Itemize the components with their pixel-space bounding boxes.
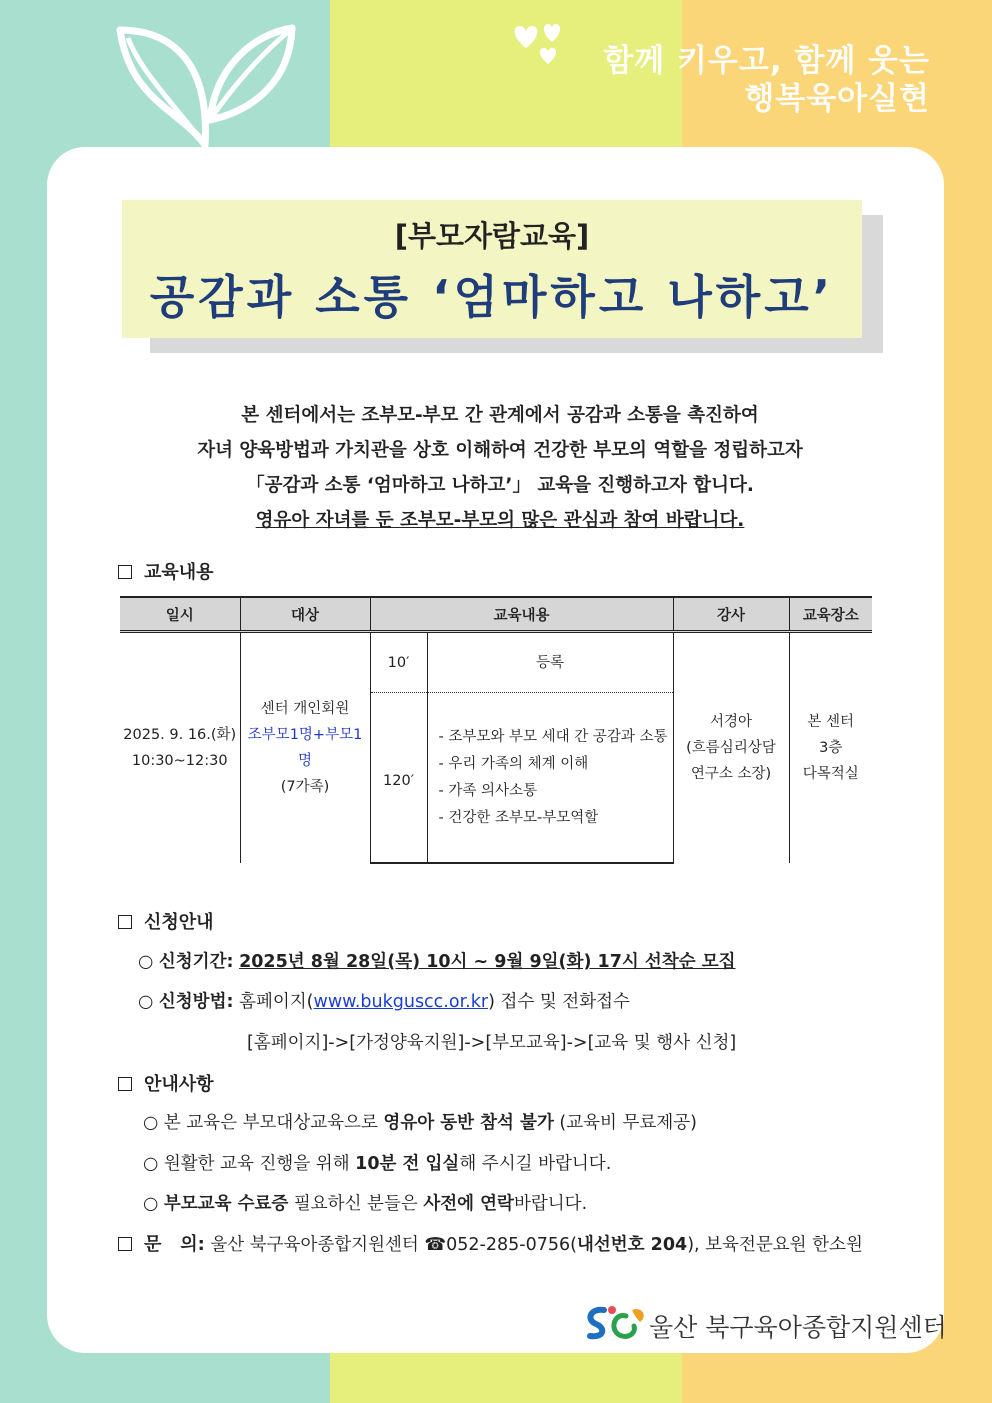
education-table bbox=[120, 596, 872, 864]
intro-line2: 자녀 양육방법과 가치관을 상호 이해하여 건강한 부모의 역할을 정립하고자 bbox=[197, 440, 803, 461]
apply-method-post: ) 접수 및 전화접수 bbox=[488, 992, 630, 1012]
checkbox-square-icon bbox=[118, 565, 132, 579]
contact-line bbox=[118, 1230, 863, 1256]
list-item: - 가족 의사소통 bbox=[438, 782, 537, 799]
contact-text: 울산 북구육아종합지원센터 ☎052-285-0756( bbox=[210, 1235, 577, 1255]
header-target: 대상 bbox=[240, 597, 370, 632]
section-notice bbox=[118, 1070, 214, 1096]
date-text: 2025. 9. 16.(화) bbox=[123, 726, 237, 743]
slogan bbox=[603, 42, 930, 118]
leaves-icon bbox=[110, 10, 300, 150]
section-title: 신청안내 bbox=[144, 912, 214, 933]
place-line3: 다목적실 bbox=[802, 765, 859, 782]
section-contact bbox=[118, 1234, 205, 1255]
instructor-name: 서경아 bbox=[709, 713, 753, 730]
contact-text: ), 보육전문요원 한소원 bbox=[687, 1235, 863, 1255]
cell-minutes: 10′ bbox=[370, 632, 427, 693]
notice-emphasis: 영유아 동반 참석 불가 bbox=[383, 1113, 554, 1133]
apply-period-value: 2025년 8월 28일(목) 10시 ~ 9월 9일(화) 17시 선착순 모집 bbox=[239, 952, 736, 972]
bullet-circle-icon: ○ bbox=[143, 1154, 159, 1174]
section-application bbox=[118, 908, 214, 934]
place-line1: 본 센터 bbox=[807, 713, 855, 730]
target-text: 센터 개인회원 bbox=[260, 700, 350, 717]
cell-program bbox=[427, 693, 673, 863]
cell-datetime bbox=[120, 632, 240, 863]
apply-period-label: 신청기간: bbox=[158, 952, 234, 972]
apply-method-pre: 홈페이지( bbox=[239, 992, 314, 1012]
bullet-circle-icon: ○ bbox=[138, 992, 154, 1012]
table-header-row bbox=[120, 597, 872, 632]
notice-item-2 bbox=[143, 1150, 611, 1175]
page-title: 공감과 소통 ‘엄마하고 나하고’ bbox=[149, 270, 835, 324]
minutes-text: 120′ bbox=[383, 772, 414, 789]
header-content: 교육내용 bbox=[370, 597, 673, 632]
apply-method-label: 신청방법: bbox=[158, 992, 234, 1012]
cell-target bbox=[240, 632, 370, 863]
header-date: 일시 bbox=[120, 597, 240, 632]
checkbox-square-icon bbox=[118, 915, 132, 929]
notice-item-1 bbox=[143, 1109, 697, 1134]
notice-emphasis: 사전에 연락 bbox=[423, 1194, 514, 1214]
table-row bbox=[120, 632, 872, 693]
slogan-line2: 행복육아실현 bbox=[744, 81, 930, 117]
apply-method bbox=[138, 988, 630, 1013]
section-education-content bbox=[118, 558, 214, 584]
list-item: - 우리 가족의 체계 이해 bbox=[438, 755, 589, 772]
cell-minutes bbox=[370, 693, 427, 863]
section-title: 교육내용 bbox=[144, 562, 214, 583]
notice-emphasis: 부모교육 수료증 bbox=[163, 1194, 289, 1214]
bullet-circle-icon: ○ bbox=[138, 952, 154, 972]
bullet-circle-icon: ○ bbox=[143, 1194, 159, 1214]
instructor-org: (흐름심리상담 bbox=[686, 739, 776, 756]
center-logo-icon bbox=[582, 1302, 652, 1344]
checkbox-square-icon bbox=[118, 1237, 132, 1251]
notice-emphasis: 10분 전 입실 bbox=[355, 1154, 460, 1174]
list-item: - 건강한 조부모-부모역할 bbox=[438, 809, 599, 826]
target-highlight: 조부모1명+부모1명 bbox=[247, 726, 363, 769]
title-box bbox=[122, 200, 862, 338]
time-text: 10:30~12:30 bbox=[131, 752, 228, 769]
notice-item-3 bbox=[143, 1190, 587, 1215]
notice-text: 필요하신 분들은 bbox=[288, 1194, 424, 1214]
intro-paragraph bbox=[100, 398, 900, 538]
notice-text: 원활한 교육 진행을 위해 bbox=[163, 1154, 356, 1174]
program-list bbox=[429, 724, 672, 832]
section-title: 안내사항 bbox=[144, 1074, 214, 1095]
apply-period bbox=[138, 948, 736, 973]
center-logo-text: 울산 북구육아종합지원센터 bbox=[649, 1313, 947, 1342]
notice-text: (교육비 무료제공) bbox=[553, 1113, 697, 1133]
cell-place bbox=[789, 632, 872, 863]
hearts-icon bbox=[508, 18, 570, 66]
intro-line1: 본 센터에서는 조부모-부모 간 관계에서 공감과 소통을 촉진하여 bbox=[241, 405, 759, 426]
cell-registration: 등록 bbox=[427, 632, 673, 693]
bullet-circle-icon: ○ bbox=[143, 1113, 159, 1133]
instructor-title: 연구소 소장) bbox=[690, 765, 772, 782]
apply-path: [홈페이지]->[가정양육지원]->[부모교육]->[교육 및 행사 신청] bbox=[247, 1033, 737, 1053]
slogan-line1: 함께 키우고, 함께 웃는 bbox=[603, 43, 930, 79]
homepage-link[interactable]: www.bukguscc.or.kr bbox=[313, 992, 489, 1012]
header-place: 교육장소 bbox=[789, 597, 872, 632]
cell-instructor bbox=[673, 632, 789, 863]
list-item: - 조부모와 부모 세대 간 공감과 소통 bbox=[438, 728, 668, 745]
title-subtitle: [부모자람교육] bbox=[394, 219, 590, 253]
notice-text: 해 주시길 바랍니다. bbox=[459, 1154, 612, 1174]
target-count: (7가족) bbox=[280, 778, 330, 795]
intro-line4: 영유아 자녀를 둔 조부모-부모의 많은 관심과 참여 바랍니다. bbox=[255, 510, 745, 531]
notice-text: 바랍니다. bbox=[513, 1194, 588, 1214]
intro-line3: 「공감과 소통 ‘엄마하고 나하고’」 교육을 진행하고자 합니다. bbox=[246, 475, 754, 496]
section-title: 문 의: bbox=[144, 1234, 205, 1255]
checkbox-square-icon bbox=[118, 1077, 132, 1091]
contact-extension: 내선번호 204 bbox=[576, 1235, 688, 1255]
place-line2: 3층 bbox=[819, 739, 843, 756]
header-instructor: 강사 bbox=[673, 597, 789, 632]
notice-text: 본 교육은 부모대상교육으로 bbox=[163, 1113, 384, 1133]
